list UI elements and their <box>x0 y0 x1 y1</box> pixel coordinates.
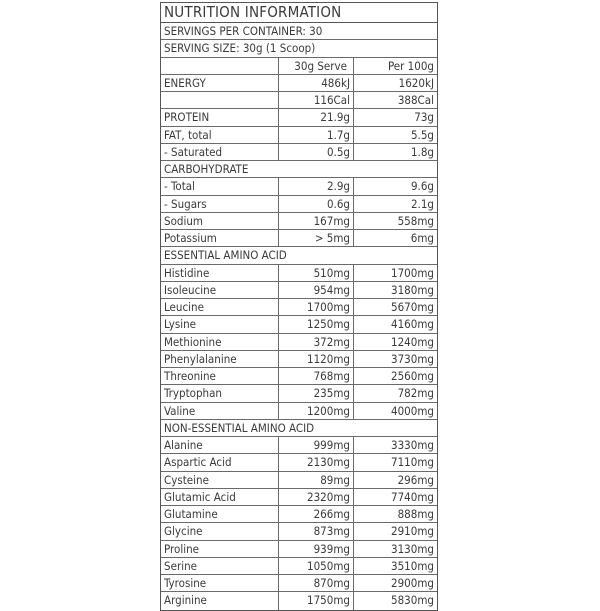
nutrient-name: Leucine <box>161 299 279 315</box>
nutrient-name: Isoleucine <box>161 282 279 298</box>
value-per-100g: 3330mg <box>391 438 434 452</box>
table-row <box>161 213 437 230</box>
value-per-100g: 6mg <box>410 231 434 245</box>
nutrient-name: Tyrosine <box>161 575 279 591</box>
column-header-per100: Per 100g <box>387 58 434 73</box>
value-per-serve: 372mg <box>279 334 354 350</box>
nutrient-name: Tryptophan <box>161 385 279 401</box>
nutrient-name: Sodium <box>161 213 279 229</box>
nutrient-name: Aspartic Acid <box>161 454 279 470</box>
section-heading: NON-ESSENTIAL AMINO ACID <box>164 420 315 435</box>
table-row <box>161 196 437 213</box>
table-row <box>161 178 437 195</box>
column-header-serve: 30g Serve <box>279 58 354 74</box>
table-row <box>161 230 437 247</box>
column-header-row <box>161 58 437 75</box>
servings-per-container: SERVINGS PER CONTAINER: 30 <box>164 24 323 38</box>
nutrient-name: Alanine <box>161 437 279 453</box>
value-per-serve: 167mg <box>279 213 354 229</box>
nutrient-name: - Total <box>161 178 279 194</box>
value-per-100g: 1700mg <box>391 265 434 280</box>
serving-size-row <box>161 40 437 57</box>
value-per-100g: 1620kJ <box>398 75 434 90</box>
value-per-serve: 1200mg <box>279 403 354 419</box>
value-per-100g: 388Cal <box>397 93 434 107</box>
table-row <box>161 472 437 489</box>
serving-size: SERVING SIZE: 30g (1 Scoop) <box>164 41 316 56</box>
value-per-serve: 510mg <box>279 265 354 281</box>
value-per-serve: 0.6g <box>279 196 354 212</box>
value-per-100g: 3730mg <box>391 351 434 366</box>
value-per-100g: 2560mg <box>391 369 434 383</box>
section-heading-row <box>161 161 437 178</box>
value-per-serve: 2130mg <box>279 454 354 470</box>
table-row <box>161 92 437 109</box>
value-per-serve: 954mg <box>279 282 354 298</box>
table-row <box>161 592 437 609</box>
table-row <box>161 299 437 316</box>
table-row <box>161 75 437 92</box>
column-header-name <box>161 58 279 74</box>
value-per-serve: 1.7g <box>279 127 354 143</box>
table-row <box>161 454 437 471</box>
value-per-serve: 999mg <box>279 437 354 453</box>
value-per-100g: 1.8g <box>410 144 434 159</box>
value-per-100g: 1240mg <box>391 334 434 349</box>
table-row <box>161 334 437 351</box>
table-row <box>161 575 437 592</box>
nutrient-name: Glycine <box>161 523 279 539</box>
panel-title: NUTRITION INFORMATION <box>161 3 437 23</box>
nutrient-name: Histidine <box>161 265 279 281</box>
nutrient-name: Methionine <box>161 334 279 350</box>
table-row <box>161 437 437 454</box>
nutrient-name <box>161 92 279 108</box>
nutrient-name: - Sugars <box>161 196 279 212</box>
value-per-100g: 9.6g <box>410 179 434 194</box>
value-per-serve: 873mg <box>279 523 354 539</box>
value-per-100g: 3510mg <box>391 558 434 573</box>
table-row <box>161 368 437 385</box>
table-row <box>161 144 437 161</box>
value-per-100g: 7740mg <box>391 489 434 504</box>
servings-row <box>161 23 437 40</box>
nutrient-name: FAT, total <box>161 127 279 143</box>
value-per-serve: 0.5g <box>279 144 354 160</box>
value-per-serve: 1120mg <box>279 351 354 367</box>
nutrient-name: Serine <box>161 558 279 574</box>
table-row <box>161 506 437 523</box>
section-heading-row <box>161 420 437 437</box>
value-per-serve: 2.9g <box>279 178 354 194</box>
value-per-serve: 235mg <box>279 385 354 401</box>
table-row <box>161 127 437 144</box>
nutrient-name: Threonine <box>161 368 279 384</box>
nutrient-name: Potassium <box>161 230 279 246</box>
value-per-100g: 296mg <box>397 472 434 487</box>
value-per-100g: 5.5g <box>410 127 434 142</box>
table-row <box>161 385 437 402</box>
value-per-serve: 1700mg <box>279 299 354 315</box>
table-row <box>161 265 437 282</box>
value-per-serve: 486kJ <box>279 75 354 91</box>
table-row <box>161 558 437 575</box>
value-per-100g: 7110mg <box>391 455 434 470</box>
value-per-serve: 21.9g <box>279 109 354 125</box>
nutrient-name: Glutamine <box>161 506 279 522</box>
nutrient-name: Phenylalanine <box>161 351 279 367</box>
value-per-100g: 888mg <box>397 507 434 521</box>
value-per-100g: 782mg <box>397 386 434 401</box>
table-row <box>161 489 437 506</box>
value-per-serve: 89mg <box>279 472 354 488</box>
value-per-100g: 3130mg <box>391 541 434 556</box>
table-row <box>161 541 437 558</box>
value-per-serve: 939mg <box>279 541 354 557</box>
value-per-100g: 3180mg <box>391 282 434 297</box>
value-per-100g: 4160mg <box>391 317 434 332</box>
nutrient-name: Glutamic Acid <box>161 489 279 505</box>
value-per-serve: > 5mg <box>279 230 354 246</box>
table-row <box>161 109 437 126</box>
nutrient-name: Arginine <box>161 592 279 609</box>
nutrient-name: PROTEIN <box>161 109 279 125</box>
value-per-serve: 2320mg <box>279 489 354 505</box>
section-heading-row <box>161 247 437 264</box>
table-row <box>161 316 437 333</box>
value-per-100g: 5830mg <box>391 593 434 608</box>
nutrient-name: Cysteine <box>161 472 279 488</box>
nutrition-panel <box>160 2 438 611</box>
value-per-serve: 266mg <box>279 506 354 522</box>
section-heading: CARBOHYDRATE <box>164 162 249 176</box>
value-per-100g: 4000mg <box>391 403 434 418</box>
value-per-100g: 2910mg <box>391 524 434 539</box>
value-per-serve: 1750mg <box>279 592 354 609</box>
value-per-serve: 116Cal <box>279 92 354 108</box>
value-per-serve: 1250mg <box>279 316 354 332</box>
nutrient-name: Valine <box>161 403 279 419</box>
table-row <box>161 523 437 540</box>
value-per-100g: 558mg <box>397 213 434 228</box>
value-per-100g: 5670mg <box>391 300 434 314</box>
value-per-serve: 870mg <box>279 575 354 591</box>
value-per-100g: 2.1g <box>410 196 434 211</box>
value-per-serve: 1050mg <box>279 558 354 574</box>
nutrient-name: - Saturated <box>161 144 279 160</box>
value-per-100g: 2900mg <box>391 576 434 590</box>
table-row <box>161 403 437 420</box>
nutrient-name: ENERGY <box>161 75 279 91</box>
table-row <box>161 282 437 299</box>
nutrient-rows <box>161 75 437 610</box>
table-row <box>161 351 437 368</box>
value-per-100g: 73g <box>414 110 434 125</box>
nutrient-name: Lysine <box>161 316 279 332</box>
value-per-serve: 768mg <box>279 368 354 384</box>
section-heading: ESSENTIAL AMINO ACID <box>164 248 287 263</box>
nutrient-name: Proline <box>161 541 279 557</box>
